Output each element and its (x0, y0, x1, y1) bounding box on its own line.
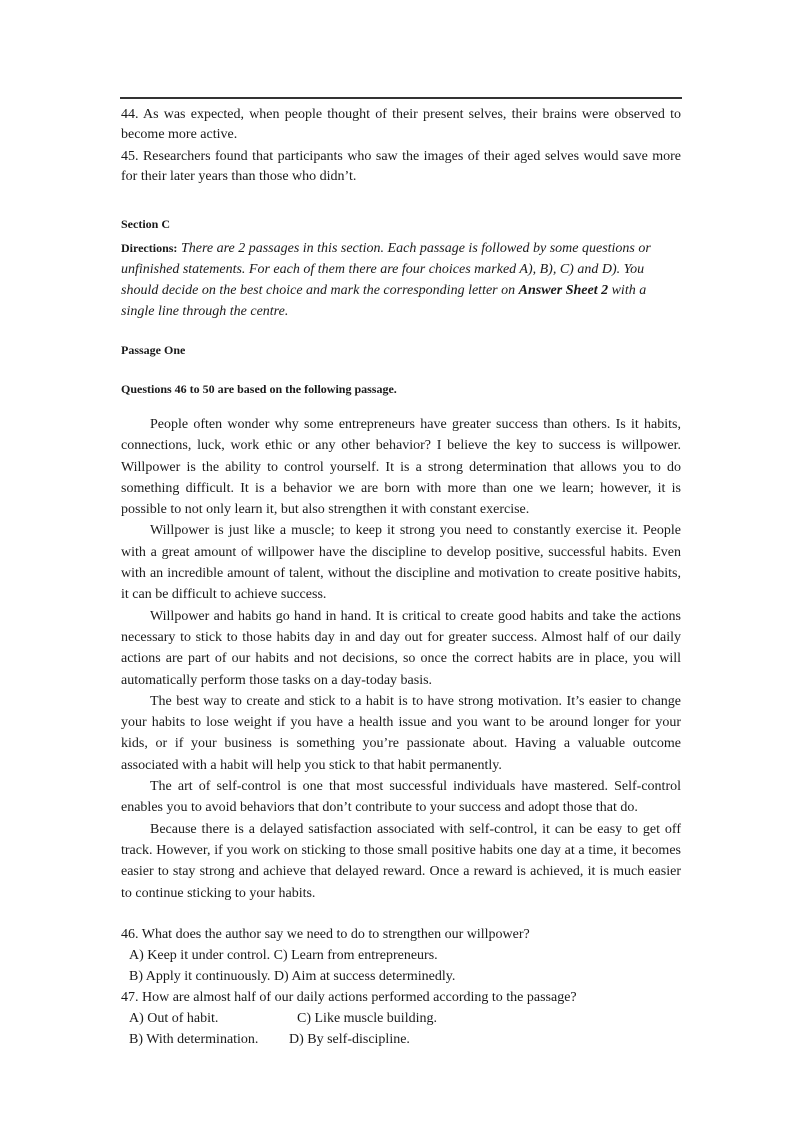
questions-range: Questions 46 to 50 are based on the following passage. (121, 382, 397, 396)
question-47 (121, 987, 681, 1050)
header-rule (120, 97, 682, 99)
question-stem (121, 924, 681, 945)
option-d[interactable]: D) By self-discipline. (289, 1031, 410, 1047)
option-a[interactable]: A) Out of habit. (129, 1010, 219, 1026)
passage-paragraph: The best way to create and stick to a habit is to have strong motivation. It’s easier to change your habits to lose weight if you have a health issue and you want to be around longer for your kids, or if your business is something you’re passionate about. Having a valuable outcome associated with a habit will help you stick to that habit permanently. (121, 693, 681, 773)
passage-paragraph: Willpower and habits go hand in hand. It is critical to create good habits and take the actions necessary to stick to those habits day in and day out for greater success. Almost half of our daily actions are part of our habits and not decisions, so once the correct habits are in place, you will automatically perform those tasks on a day-today basis. (121, 608, 681, 688)
directions-label: Directions: (121, 241, 178, 255)
option-row (121, 945, 681, 966)
passage-title: Passage One (121, 343, 186, 357)
statement-text: Researchers found that participants who saw the images of their aged selves would save more for their later years than those who didn’t. (121, 149, 682, 184)
statement-text: As was expected, when people thought of their present selves, their brains were observed to become more active. (121, 107, 681, 142)
passage-paragraph: Because there is a delayed satisfaction associated with self-control, it can be easy to get off track. However, if you work on sticking to those small positive habits one day at a time, it becomes easier to stay strong and achieve that delayed reward. Once a reward is achieved, it is much easier to continue sticking to your habits. (121, 821, 681, 901)
question-46 (121, 924, 681, 987)
option-row (121, 1029, 681, 1050)
question-stem (121, 987, 681, 1008)
option-c[interactable]: C) Learn from entrepreneurs. (273, 947, 438, 963)
answer-sheet-label: Answer Sheet 2 (518, 283, 609, 298)
option-b[interactable]: B) With determination. (129, 1031, 259, 1047)
passage-paragraph: People often wonder why some entrepreneurs have greater success than others. Is it habits, connections, luck, work ethic or any other behavior? I believe the key to success is willpower. Willpower is the ability to control yourself. It is a strong determination that allows you to do something difficult. It is a behavior we are born with more than one we learn; however, it is possible to not only learn it, but also strengthen it with constant exercise. (121, 417, 681, 518)
option-row (121, 966, 681, 987)
section-title: Section C (121, 217, 170, 231)
question-number: 47. (121, 989, 139, 1005)
question-number: 46. (121, 926, 139, 942)
option-d[interactable]: D) Aim at success determinedly. (273, 968, 456, 984)
statement-45 (121, 147, 681, 187)
option-a[interactable]: A) Keep it under control. (129, 947, 271, 963)
exam-page (121, 105, 681, 1050)
passage-body (121, 414, 681, 904)
directions-text: There are 2 passages in this section. Each passage is followed by some questions or unfinished statements. For each of them there are four choices marked A), B), C) and D). You should decide on the best choice and mark the corresponding letter on (121, 241, 651, 298)
statement-44 (121, 105, 681, 145)
statement-number: 45. (121, 149, 139, 164)
question-text: How are almost half of our daily actions performed according to the passage? (142, 989, 577, 1005)
option-b[interactable]: B) Apply it continuously. (129, 968, 271, 984)
directions-end: with a single line through the centre. (121, 283, 647, 319)
question-list (121, 924, 681, 1050)
option-c[interactable]: C) Like muscle building. (297, 1010, 437, 1026)
directions (121, 238, 681, 322)
statement-number: 44. (121, 107, 139, 122)
question-text: What does the author say we need to do to strengthen our willpower? (141, 926, 530, 942)
option-row (121, 1008, 681, 1029)
passage-paragraph: Willpower is just like a muscle; to keep it strong you need to constantly exercise it. People with a great amount of willpower have the discipline to develop positive, successful habits. Even with an incredible amount of talent, without the discipline and motivation to create positive habits, it can be difficult to achieve success. (121, 523, 681, 603)
passage-paragraph: The art of self-control is one that most successful individuals have mastered. Self-control enables you to avoid behaviors that don’t contribute to your success and adopt those that do. (121, 779, 681, 816)
